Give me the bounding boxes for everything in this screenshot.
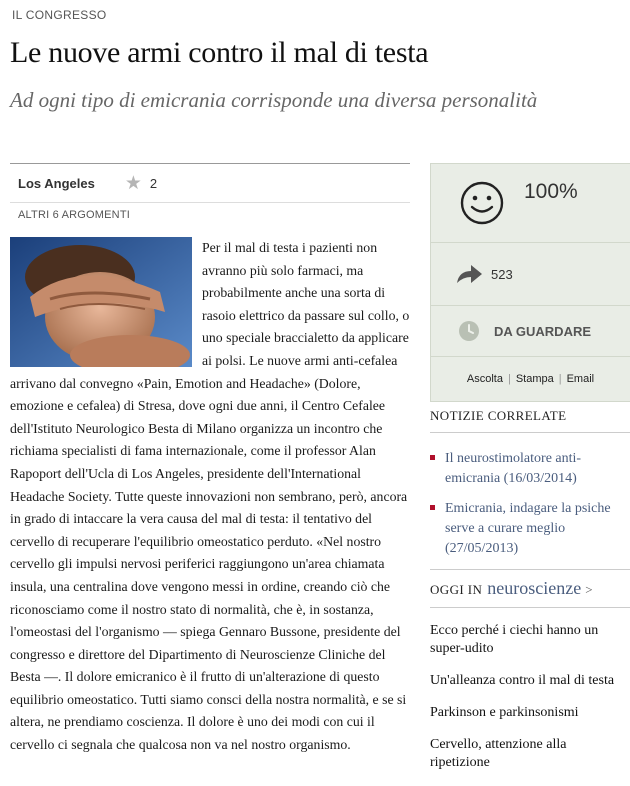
today-in-list [430,622,630,772]
location-link[interactable]: Los Angeles [18,175,95,191]
share-row[interactable] [431,242,630,305]
related-news-item[interactable]: Emicrania, indagare la psiche serve a curare meglio (27/05/2013) [430,499,630,559]
chevron-right-icon[interactable]: > [585,582,593,597]
section-kicker: IL CONGRESSO [12,8,107,22]
smiley-icon[interactable] [459,180,505,226]
related-news-item[interactable]: Il neurostimolatore anti-emicrania (16/03/2014) [430,449,630,489]
article-tools [431,356,630,401]
mood-percent: 100% [524,180,578,203]
article-meta [10,163,410,202]
article-body: Per il mal di testa i pazienti non avranno più solo farmaci, ma probabilmente anche una sorta di rasoio elettrico da passare sul collo, o uno speciale braccialetto da applicare ai polsi. Le nuove armi anti-cefalea arrivano dal convegno «Pain, Emotion and Headache» (Dolore, emozione e cefalea) di Stresa, dove ogni due anni, il Centro Cefalee dell'Istituto Neurologico Besta di Milano organizza un incontro che richiama specialisti di fama internazionale, come il professor Alan Rapoport dell'Ucla di Los Angeles, presidente dell'International Headache Society. Tutte queste innovazioni non sembrano, però, ancora in grado di intaccare la vera causa del mal di testa: il tentativo del cervello di recuperare l'equilibrio omeostatico perduto. «Nel nostro cervello gli impulsi nervosi periferici raggiungono un'area chiamata insula, una centralina dove vengono messi in ordine, creando ciò che riconosciamo come il nostro stato di normalità, che è, in sostanza, l'omeostasi del l'organismo — spiega Gennaro Bussone, presidente del congresso e direttore del Dipartimento di Neuroscienze Cliniche del Besta —. Il dolore emicranico è il frutto di un'alterazione di questo equilibrio omeostatico. Tutti siamo consci della nostra normalità, e se si altera, ne prendiamo coscienza. Il dolore è uno dei modi con cui il cervello ci segnala che qualcosa non va nel nostro organismo. [10,237,410,757]
email-link[interactable]: Email [566,373,595,385]
related-news-list [430,449,630,559]
related-topics-link[interactable]: ALTRI 6 ARGOMENTI [18,209,130,221]
share-count: 523 [491,266,513,282]
clock-icon [458,320,480,342]
related-news-title: NOTIZIE CORRELATE [430,408,630,433]
today-in-label: OGGI IN [430,582,483,597]
list-item[interactable]: Parkinson e parkinsonismi [430,705,579,720]
social-box [430,163,630,402]
listen-link[interactable]: Ascolta [466,373,503,385]
print-link[interactable]: Stampa [515,373,554,385]
share-arrow-icon[interactable] [455,263,483,285]
article-photo [10,237,192,367]
tools-divider: | [507,373,511,385]
list-item[interactable]: Cervello, attenzione alla ripetizione [430,737,567,770]
page-subtitle: Ad ogni tipo di emicrania corrisponde una diversa personalità [10,88,538,112]
mood-panel [431,164,630,242]
sidebar [430,163,630,786]
article-column [10,163,410,757]
today-in-topic-link[interactable]: neuroscienze [487,578,582,598]
page-title: Le nuove armi contro il mal di testa [10,36,429,69]
star-icon[interactable]: ★ [124,172,142,194]
watch-later-label: DA GUARDARE [494,323,592,339]
today-in-header [430,569,630,608]
tools-divider: | [558,373,562,385]
list-item[interactable]: Un'alleanza contro il mal di testa [430,673,615,688]
star-count: 2 [149,175,158,191]
list-item[interactable]: Ecco perché i ciechi hanno un super-udito [430,623,599,656]
watch-later-row[interactable] [431,305,630,356]
